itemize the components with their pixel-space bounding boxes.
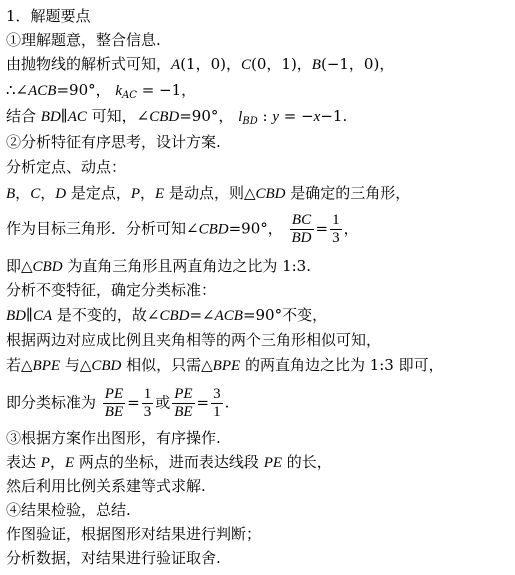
text-run: : <box>257 107 273 125</box>
math-symbol: AC <box>67 109 87 125</box>
line-verify-graph <box>6 524 261 544</box>
math-symbol: BD <box>40 109 61 125</box>
fraction-numerator: PE <box>174 386 193 402</box>
line-fixed-moving <box>6 157 126 177</box>
text-run: ①理解题意，整合信息. <box>6 31 161 49</box>
text-run: 即分类标准为 <box>6 393 101 412</box>
text-run: ②分析特征有序思考，设计方案. <box>6 133 221 151</box>
fraction <box>211 386 223 421</box>
fraction <box>103 386 125 421</box>
text-run: 是不变的，故∠ <box>52 306 160 324</box>
math-symbol: ACB <box>28 83 57 99</box>
fraction <box>290 212 314 247</box>
line-step1-title <box>6 30 161 50</box>
text-run: 即△ <box>6 257 33 275</box>
math-symbol: E <box>64 455 75 471</box>
text-run: = <box>315 219 329 238</box>
math-symbol: C <box>240 57 251 73</box>
math-symbol: BPE <box>212 358 241 374</box>
line-verify-data <box>6 548 221 568</box>
text-run: =∠ <box>189 306 215 324</box>
text-run: 作为目标三角形．分析可知∠ <box>6 219 199 238</box>
text-run: 两点的坐标，进而表达线段 <box>74 453 264 471</box>
line-heading <box>6 6 91 26</box>
text-run: ， <box>343 219 359 238</box>
text-run: =90°， <box>228 219 288 238</box>
fraction-denominator: 1 <box>213 404 221 420</box>
text-run: ∴∠ <box>6 81 29 99</box>
line-step3-title <box>6 428 221 448</box>
math-symbol: CBD <box>255 186 286 202</box>
text-run: 是确定的三角形， <box>285 184 411 202</box>
line-step4-title <box>6 500 131 520</box>
text-run: 是定点， <box>66 184 131 202</box>
text-run: 分析数据，对结果进行验证取舍. <box>6 549 221 567</box>
math-symbol: CBD <box>91 358 122 374</box>
line-points <box>6 54 394 75</box>
text-run: = <box>127 393 140 412</box>
text-run: 是动点，则△ <box>164 184 256 202</box>
text-run: ∥ <box>60 107 68 125</box>
text-run: −1. <box>320 107 348 125</box>
text-run: 的两直角边之比为 1:3 即可， <box>240 356 444 374</box>
text-run: 表达 <box>6 453 41 471</box>
fraction-numerator: 1 <box>332 212 340 228</box>
math-symbol: CBD <box>149 109 180 125</box>
math-symbol: B <box>6 186 16 202</box>
text-run: ∥ <box>26 306 33 324</box>
math-symbol: x <box>313 109 321 125</box>
text-run: 然后利用比例关系建等式求解. <box>6 477 206 495</box>
text-run: 分析定点、动点： <box>6 158 127 176</box>
text-run: 为直角三角形且两直角边之比为 1:3. <box>62 257 311 275</box>
text-run: = <box>196 393 210 412</box>
text-run: ， <box>140 184 156 202</box>
fraction-denominator: BD <box>291 230 312 246</box>
line-equation <box>6 476 206 496</box>
math-symbol: BD <box>6 308 26 324</box>
math-symbol: P <box>40 455 50 471</box>
text-run: ③根据方案作出图形，有序操作. <box>6 429 221 447</box>
line-angle-slope <box>6 80 196 106</box>
fraction-numerator: PE <box>104 386 124 402</box>
text-run: 或 <box>155 393 171 412</box>
text-run: =90°不变， <box>242 306 328 324</box>
math-subscript: BD <box>242 116 258 127</box>
text-run: 与△ <box>60 356 92 374</box>
text-run: (−1，0)， <box>320 55 395 73</box>
line-similar-condition <box>6 355 444 376</box>
math-symbol: BPE <box>32 358 61 374</box>
math-symbol: E <box>155 186 165 202</box>
text-run: ， <box>15 184 31 202</box>
math-symbol: D <box>55 186 67 202</box>
line-angle-invariant <box>6 305 327 326</box>
math-symbol: P <box>130 186 141 202</box>
text-run: . <box>224 393 230 412</box>
math-symbol: l <box>238 109 243 125</box>
text-run: =90°， <box>179 107 239 125</box>
fraction-denominator: 3 <box>143 404 152 420</box>
line-parallel <box>6 106 347 132</box>
text-run: ， <box>40 184 56 202</box>
text-run: (1，0)， <box>180 55 241 73</box>
fraction-denominator: BE <box>104 404 124 420</box>
text-run: ， <box>49 453 65 471</box>
math-symbol: CA <box>32 308 53 324</box>
text-run: 分析不变特征，确定分类标准： <box>6 281 217 299</box>
math-symbol: y <box>272 109 279 125</box>
line-similar-rule <box>6 330 381 350</box>
fraction-numerator: 3 <box>213 386 221 402</box>
fraction <box>330 212 342 247</box>
text-run: =90°， <box>56 81 116 99</box>
math-symbol: B <box>311 57 321 73</box>
text-run: (0，1)， <box>251 55 312 73</box>
text-run: 的长， <box>282 453 332 471</box>
text-run: 结合 <box>6 107 41 125</box>
math-symbol: k <box>115 83 123 99</box>
text-run: ④结果检验，总结. <box>6 501 131 519</box>
fraction <box>172 386 194 421</box>
math-symbol: CBD <box>198 221 229 238</box>
fraction <box>142 386 154 421</box>
text-run: 由抛物线的解析式可知， <box>6 55 172 73</box>
fraction-numerator: 1 <box>143 386 152 402</box>
line-step2-title <box>6 132 221 152</box>
line-invariant <box>6 280 216 300</box>
fraction-numerator: BC <box>290 212 314 230</box>
line-classification <box>6 386 229 421</box>
text-run: 根据两边对应成比例且夹角相等的两个三角形相似可知， <box>6 331 382 349</box>
math-symbol: A <box>171 57 181 73</box>
line-right-triangle <box>6 256 311 277</box>
text-run: 可知，∠ <box>86 107 150 125</box>
text-run: = −1， <box>136 81 197 99</box>
line-coordinates <box>6 452 332 473</box>
text-run: = − <box>278 107 314 125</box>
text-run: 作图验证，根据图形对结果进行判断； <box>6 525 262 543</box>
math-symbol: CBD <box>32 259 63 275</box>
math-symbol: ACB <box>214 308 243 324</box>
text-run: 1．解题要点 <box>6 7 91 25</box>
math-symbol: C <box>30 186 41 202</box>
text-run: 相似，只需△ <box>121 356 213 374</box>
line-target-triangle <box>6 212 359 247</box>
fraction-denominator: 3 <box>332 230 340 246</box>
math-symbol: CBD <box>159 308 190 324</box>
line-fixed-points <box>6 183 410 204</box>
math-symbol: PE <box>263 455 283 471</box>
fraction-denominator: BE <box>174 404 193 420</box>
text-run: 若△ <box>6 356 33 374</box>
math-subscript: AC <box>122 90 137 101</box>
